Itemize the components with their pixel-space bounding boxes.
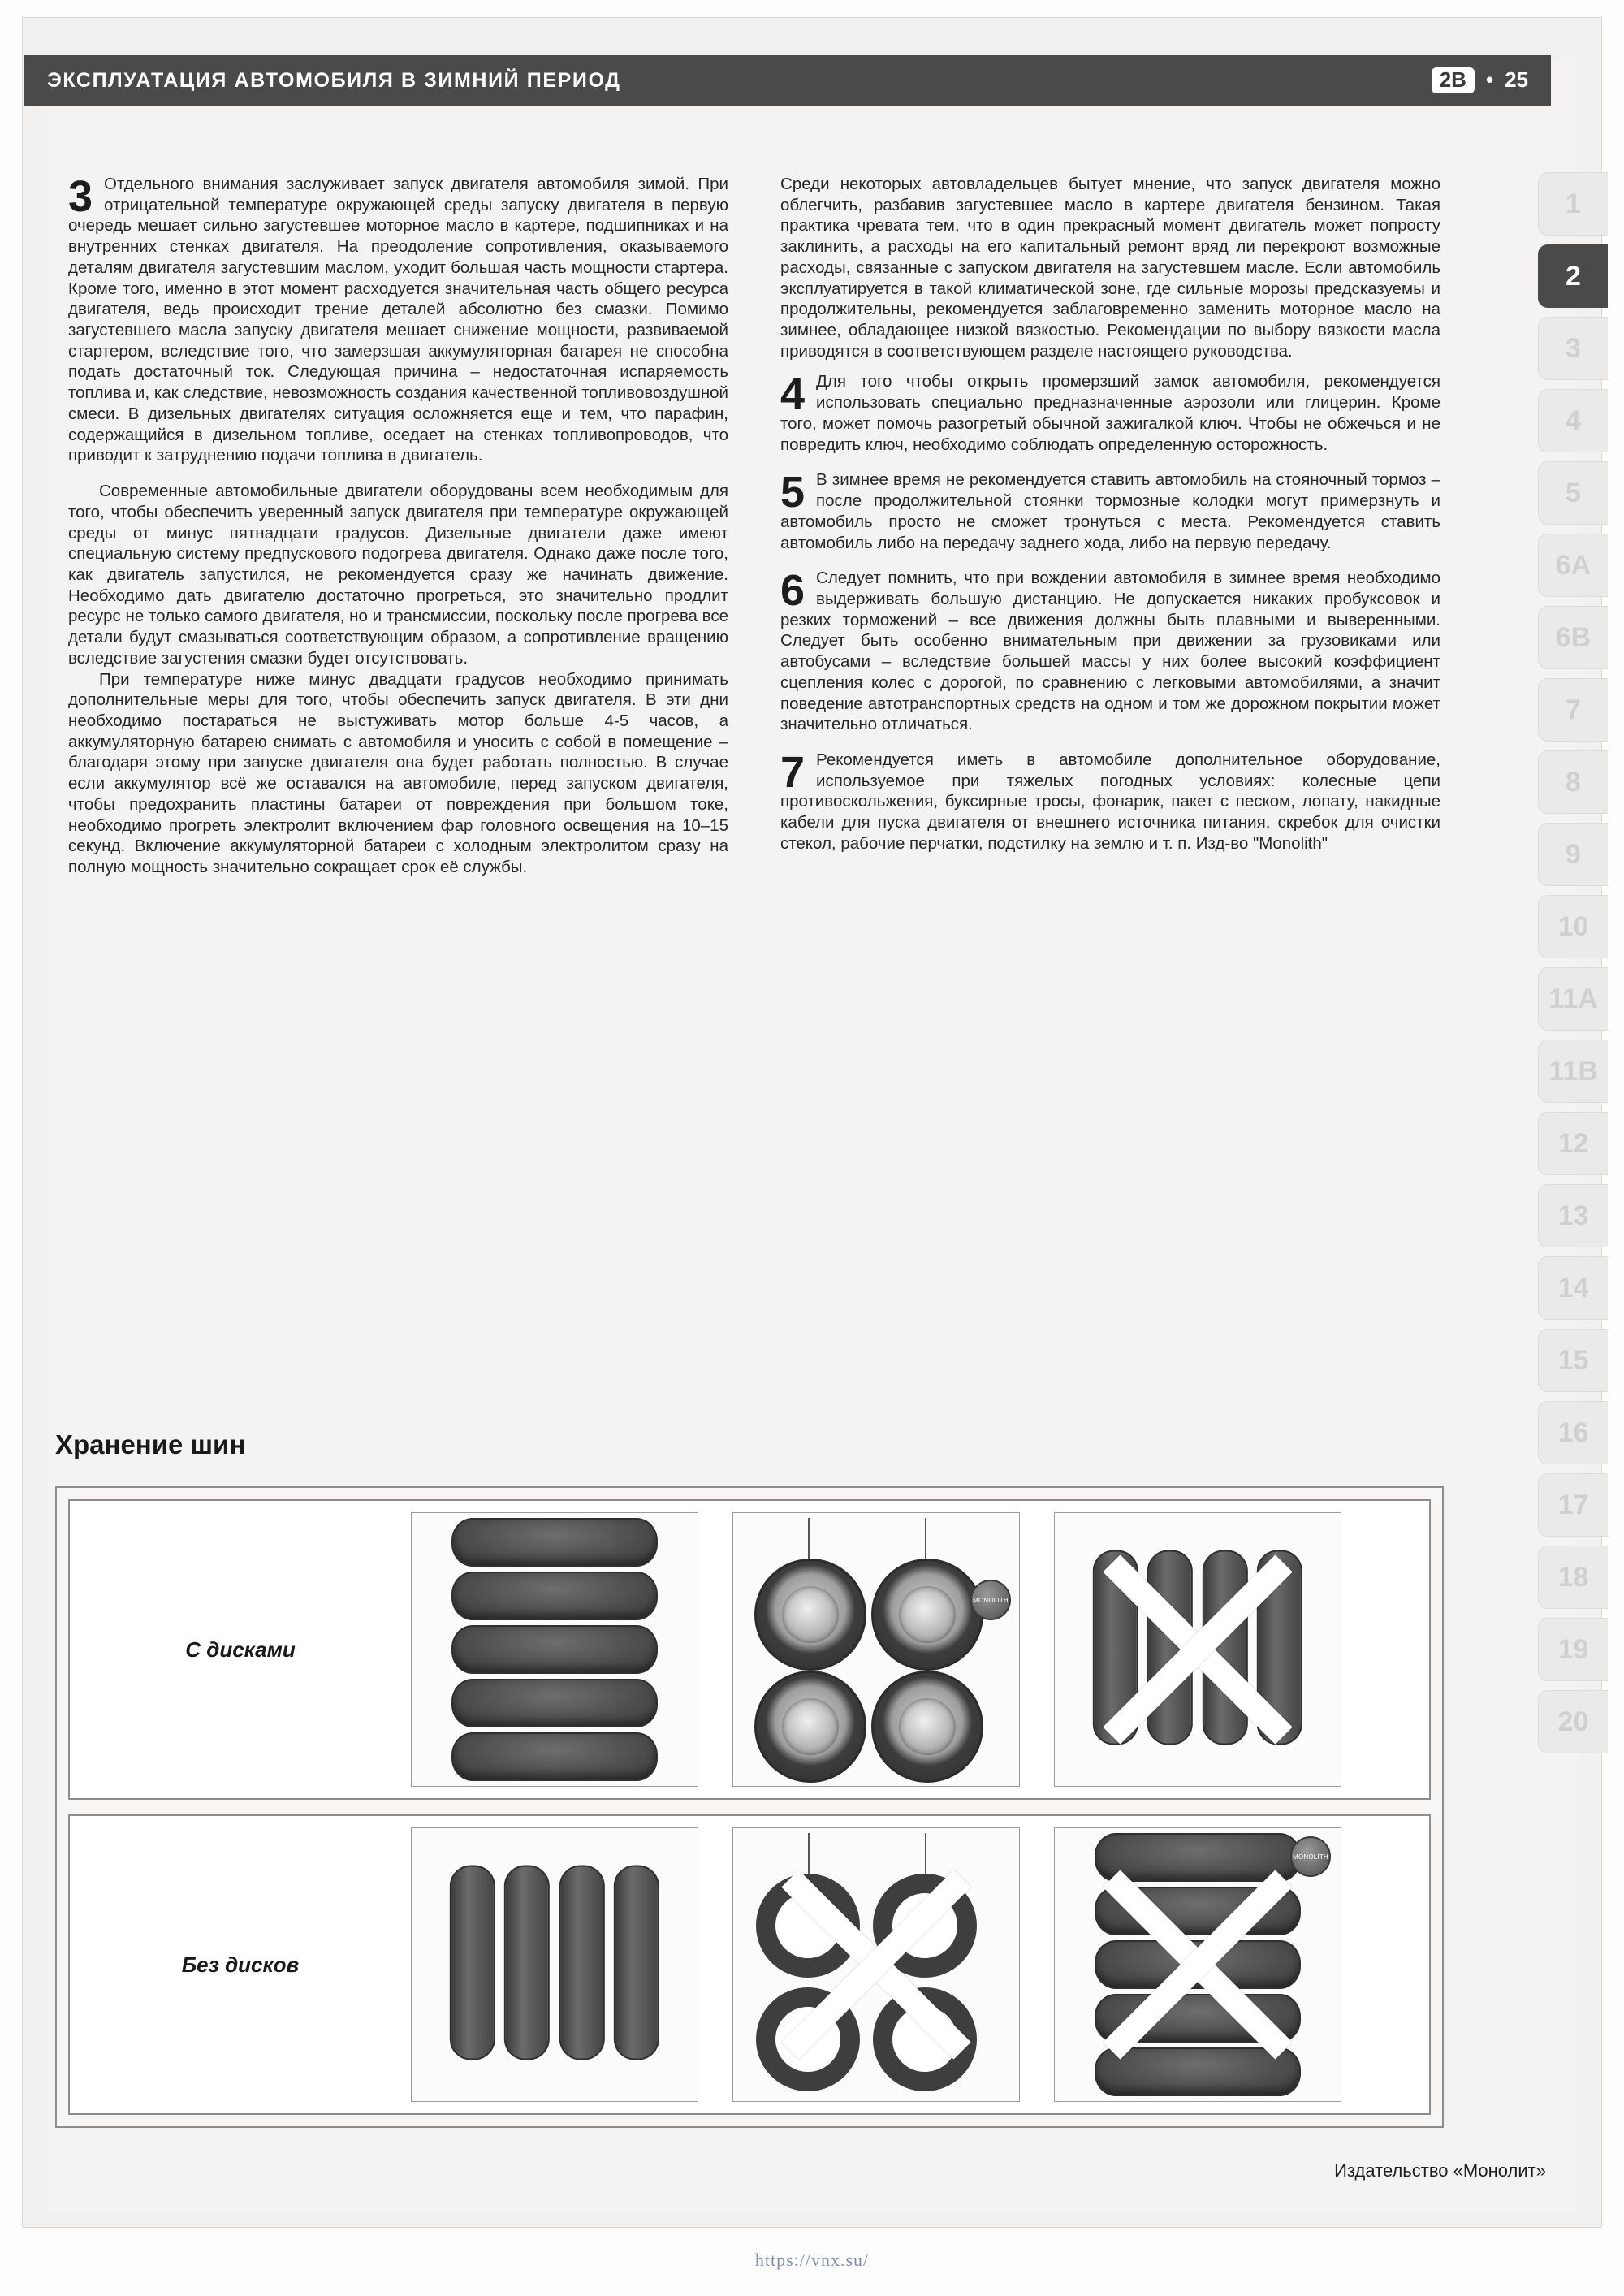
wheel-icon (871, 1671, 983, 1783)
numbered-item-6 (780, 568, 1440, 735)
chapter-tab-9[interactable]: 9 (1538, 823, 1608, 886)
wheel-icon (871, 1559, 983, 1671)
item-number: 6 (780, 566, 806, 616)
tire-ring-icon (756, 1987, 860, 2091)
chapter-tab-10[interactable]: 10 (1538, 895, 1608, 958)
watermark-url: https://vnx.su/ (754, 2250, 870, 2270)
left-paragraph-3: При температуре ниже минус двадцати градусов необходимо принимать дополнительные меры для того, чтобы обеспечить запуск двигателя. В эти дни необходимо постараться не выстуживать мотор больше 4-5 часов, а аккумуляторную батарею снимать с автомобиля и уносить с собой в помещение – благодаря этому при запуске двигателя она будет работать полностью. В случае если аккумулятор всё же оставался на автомобиле, перед запуском двигателя, чтобы предохранить пластины батареи от повреждения при большом токе, необходимо прогреть электролит включением фар головного освещения на 10–15 секунд. Включение аккумуляторной батареи с холодным электролитом сразу на полную мощность значительно сокращает срок её службы. (68, 669, 728, 876)
row-cells (411, 1512, 1341, 1787)
chapter-tab-19[interactable]: 19 (1538, 1618, 1608, 1681)
monolith-badge-icon: MONOLITH (970, 1580, 1011, 1620)
tire-icon (451, 1732, 658, 1781)
chapter-tab-6b[interactable]: 6B (1538, 606, 1608, 669)
numbered-item-3 (68, 174, 728, 466)
numbered-item-4 (780, 371, 1440, 455)
tire-icon (1147, 1550, 1193, 1745)
tire-icon (451, 1518, 658, 1567)
left-paragraph-2: Современные автомобильные двигатели оборудованы всем необходимым для того, чтобы обеспечить уверенный запуск двигателя при температуре окружающей среды от минус пятнадцати градусов. Дизельные двигатели даже имеют специальную систему предпускового подогрева двигателя. Однако даже после того, как двигатель запустился, не рекомендуется сразу же начинать движение. Необходимо дать двигателю достаточно прогреться, это значительно продлит ресурс не только самого двигателя, но и трансмиссии, поскольку после прогрева все детали будут смазываться соответствующим образом, а сопротивление вращению вследствие загустения смазки будет отсутствовать. (68, 482, 728, 668)
chapter-tab-2[interactable]: 2 (1538, 244, 1608, 308)
chapter-tab-16[interactable]: 16 (1538, 1401, 1608, 1464)
tire-icon (1093, 1550, 1138, 1745)
hanger-line (925, 1518, 926, 1562)
tire-icon (1095, 1940, 1301, 1989)
chapter-tabs[interactable] (1538, 172, 1613, 1762)
row-cells (411, 1827, 1341, 2102)
item-text: Отдельного внимания заслуживает запуск двигателя автомобиля зимой. При отрицательной температуре окружающей среды запуску двигателя в первую очередь мешает сильно загустевшее моторное масло в картере, подшипниках и на внутренних стенках двигателя. На преодоление сопротивления, оказываемого деталям двигателя загустевшим маслом, уходит большая часть мощности стартера. Кроме того, именно в этот момент расходуется значительная часть общего ресурса двигателя, ведь происходит трение деталей абсолютно без смазки. Помимо загустевшего масла запуску двигателя мешает снижение мощности, развиваемой стартером, вследствие того, что замерзшая аккумуляторная батарея не способна подать достаточный ток. Следующая причина – недостаточная испаряемость топлива и, как следствие, невозможность создания качественной топливовоздушной смеси. В дизельных двигателях ситуация осложняется еще и тем, что парафин, содержащийся в дизельном топливе, оседает на стенках топливопроводов, что приводит к затруднению подачи топлива в двигатель. (68, 175, 728, 465)
tire-icon (614, 1866, 659, 2060)
chapter-tab-4[interactable]: 4 (1538, 389, 1608, 452)
chapter-tab-11b[interactable]: 11B (1538, 1040, 1608, 1103)
hanger-line (808, 1833, 810, 1877)
tire-icon (1095, 2047, 1301, 2096)
tire-row-vertical (450, 1866, 659, 2065)
chapter-tab-3[interactable]: 3 (1538, 317, 1608, 380)
chapter-tab-18[interactable]: 18 (1538, 1546, 1608, 1609)
chapter-tab-8[interactable]: 8 (1538, 750, 1608, 814)
tires-without-rims-standing (411, 1827, 698, 2102)
hanger-line (925, 1833, 926, 1877)
item-number: 4 (780, 370, 806, 419)
storage-row-with-rims (68, 1499, 1431, 1800)
tire-ring-icon (873, 1874, 977, 1978)
chapter-tab-11a[interactable]: 11A (1538, 967, 1608, 1031)
row-label-with-rims: С дисками (185, 1637, 296, 1662)
tires-without-rims-hanging-wrong (732, 1827, 1020, 2102)
item-number: 7 (780, 747, 806, 797)
chapter-tab-5[interactable]: 5 (1538, 461, 1608, 525)
tires-with-rims-hanging (732, 1512, 1020, 1787)
item-text: Для того чтобы открыть промерзший замок автомобиля, рекомендуется использовать специально предназначенные аэрозоли или глицерин. Кроме того, может помочь разогретый обычной зажигалкой ключ. Чтобы не обжечься и не повредить ключ, необходимо соблюдать определенную осторожность. (780, 372, 1440, 454)
tire-ring-icon (756, 1874, 860, 1978)
tire-stack-horizontal (1095, 1833, 1301, 2096)
tire-ring-icon (873, 1987, 977, 2091)
tire-icon (1095, 1887, 1301, 1935)
tire-icon (1257, 1550, 1302, 1745)
header-page-indicator (1432, 67, 1528, 93)
chapter-tab-7[interactable]: 7 (1538, 678, 1608, 742)
chapter-tab-15[interactable]: 15 (1538, 1329, 1608, 1392)
item-number: 5 (780, 468, 806, 517)
item-text: Рекомендуется иметь в автомобиле дополнительное оборудование, используемое при тяжелых погодных условиях: колесные цепи противоскольжения, буксирные тросы, фонарик, пакет с песком, лопату, накидные кабели для пуска двигателя от внешнего источника питания, скребок для очистки стекол, рабочие перчатки, подстилку на землю и т. п. Изд-во "Monolith" (780, 750, 1440, 853)
tire-icon (451, 1679, 658, 1727)
page-title: ЭКСПЛУАТАЦИЯ АВТОМОБИЛЯ В ЗИМНИЙ ПЕРИОД (47, 68, 621, 92)
chapter-tab-20[interactable]: 20 (1538, 1690, 1608, 1753)
numbered-item-7 (780, 747, 1440, 854)
tire-icon (451, 1572, 658, 1620)
item-text: Следует помнить, что при вождении автомобиля в зимнее время необходимо выдерживать большую дистанцию. Не допускается никаких пробуксовок и резких торможений – все движения должны быть плавными и выверенными. Следует быть особенно внимательным при движении за грузовиками или автобусами – вследствие большей массы у них более высокий коэффициент сцепления колес с дорогой, по сравнению с легковыми автомобилями, а значит поведение автотранспортных средств на одном и том же дорожном покрытии может значительно отличаться. (780, 569, 1440, 734)
item-text: В зимнее время не рекомендуется ставить автомобиль на стояночный тормоз – после продолжительной стоянки тормозные колодки могут примерзнуть и автомобиль просто не сможет тронуться с места. Рекомендуется ставить автомобиль либо на передачу заднего хода, либо на первую передачу. (780, 470, 1440, 552)
tire-icon (451, 1625, 658, 1674)
tires-without-rims-stacked-wrong (1054, 1827, 1341, 2102)
body-columns (68, 174, 1440, 878)
chapter-tab-6a[interactable]: 6A (1538, 534, 1608, 597)
tire-storage-figure (55, 1486, 1444, 2128)
left-column (68, 174, 728, 878)
tire-icon (559, 1866, 605, 2060)
chapter-tab-12[interactable]: 12 (1538, 1112, 1608, 1175)
wheel-icon (754, 1671, 866, 1783)
chapter-tab-13[interactable]: 13 (1538, 1184, 1608, 1247)
header-separator: • (1485, 67, 1494, 93)
tire-row-vertical (1093, 1550, 1302, 1749)
tire-icon (1095, 1994, 1301, 2043)
tire-icon (504, 1866, 550, 2060)
section-heading-tire-storage: Хранение шин (55, 1429, 246, 1459)
right-paragraph-1: Среди некоторых автовладельцев бытует мнение, что запуск двигателя можно облегчить, разбавив загустевшее масло в картере двигателя бензином. Такая практика чревата тем, что в один прекрасный момент двигатель может попросту заклинить, а расходы на его капитальный ремонт вряд ли перекроют возможные расходы, связанные с запуском двигателя на загустевшем масле. Если автомобиль эксплуатируется в такой климатической зоне, где сильные морозы предсказуемы и продолжительны, рекомендуется заблаговременно заменить моторное масло на зимнее, обладающее низкой вязкостью. Рекомендации по выбору вязкости масла приводятся в соответствующем разделе настоящего руководства. (780, 175, 1440, 361)
chapter-tab-17[interactable]: 17 (1538, 1473, 1608, 1537)
hanger-line (808, 1518, 810, 1562)
item-number: 3 (68, 172, 93, 221)
chapter-tab-14[interactable]: 14 (1538, 1256, 1608, 1320)
row-label-without-rims: Без дисков (181, 1952, 300, 1977)
tires-with-rims-standing-wrong (1054, 1512, 1341, 1787)
page-header (24, 55, 1551, 106)
tire-icon (1095, 1833, 1301, 1882)
chapter-tab-1[interactable]: 1 (1538, 172, 1608, 236)
publisher-name: Издательство «Монолит» (1334, 2160, 1546, 2181)
spacer (780, 361, 1440, 371)
chapter-badge: 2B (1432, 67, 1475, 93)
tire-icon (450, 1866, 495, 2060)
monolith-badge-icon: MONOLITH (1290, 1836, 1331, 1877)
tire-stack-horizontal (451, 1518, 658, 1781)
numbered-item-5 (780, 469, 1440, 553)
storage-row-without-rims (68, 1814, 1431, 2115)
right-column (780, 174, 1440, 878)
tires-with-rims-stacked (411, 1512, 698, 1787)
page-number: 25 (1505, 67, 1528, 93)
wheel-icon (754, 1559, 866, 1671)
tire-icon (1203, 1550, 1248, 1745)
